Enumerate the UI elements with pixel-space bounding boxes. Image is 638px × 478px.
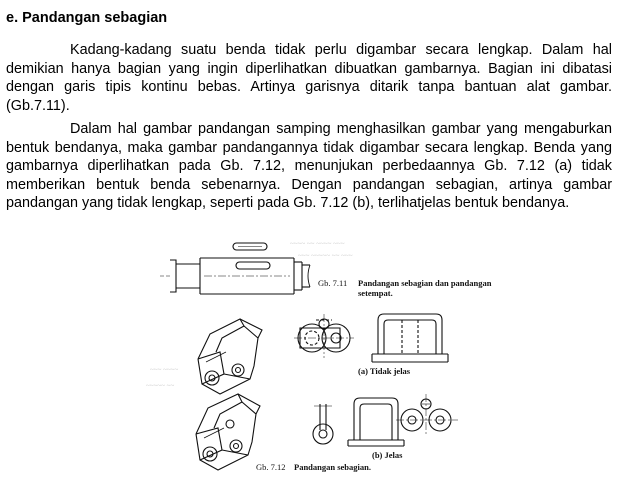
- label-b: (b) Jelas: [372, 450, 403, 460]
- key-detail-drawing: [233, 243, 267, 250]
- fig-7-11-caption: Pandangan sebagian dan pandangan setempat.: [358, 278, 492, 298]
- bracket-isometric-lower: [196, 394, 260, 470]
- paragraph-2: [6, 120, 612, 213]
- drawings-svg: [140, 234, 500, 474]
- section-heading: e. Pandangan sebagian: [6, 10, 168, 26]
- show-through-text: ~~~~ ~~ ~~~~ ~~~: [290, 240, 345, 248]
- view-b-left-drawing: [313, 404, 333, 444]
- show-through-text: ~~~ ~~~~~ ~~ ~~~: [298, 252, 353, 260]
- bracket-isometric-upper: [198, 319, 262, 394]
- fig-7-12-caption: Pandangan sebagian.: [294, 462, 371, 472]
- paragraph-1: [6, 41, 612, 115]
- label-a: (a) Tidak jelas: [358, 366, 411, 376]
- fig-7-12-number: Gb. 7.12: [256, 462, 286, 472]
- show-through-text: ~~~ ~~~~: [150, 366, 179, 374]
- view-b-middle-drawing: [348, 398, 404, 446]
- paragraph-1-text: Kadang-kadang suatu benda tidak perlu digambar secara lengkap. Dalam hal demikian hanya bagian yang ingin diperlihatkan dibuatkan gambarnya. Bagian ini dibatasi dengan garis tipis kontinu bebas. Artinya garisnya ditarik tanpa bantuan alat gambar. (Gb.7.11).: [6, 42, 612, 114]
- view-a-left-drawing: [294, 314, 354, 358]
- view-a-right-drawing: [372, 314, 448, 362]
- view-b-right-drawing: [396, 394, 458, 434]
- shaft-drawing: [160, 258, 310, 294]
- show-through-text: ~~~~~ ~~: [146, 382, 175, 390]
- technical-figure: [140, 234, 500, 474]
- paragraph-2-text: Dalam hal gambar pandangan samping menghasilkan gambar yang mengaburkan bentuk bendanya, maka gambar pandangannya tidak digambar secara lengkap. Benda yang gambarnya diperlihatkan pada Gb. 7.12, menunjukan perbedaannya Gb. 7.12 (a) tidak memberikan bentuk benda sebenarnya. Dengan pandangan sebagian, artinya gambar pandangan yang tidak lengkap, seperti pada Gb. 7.12 (b), terlihatjelas bentuk bendanya.: [6, 121, 612, 211]
- fig-7-11-number: Gb. 7.11: [318, 278, 348, 288]
